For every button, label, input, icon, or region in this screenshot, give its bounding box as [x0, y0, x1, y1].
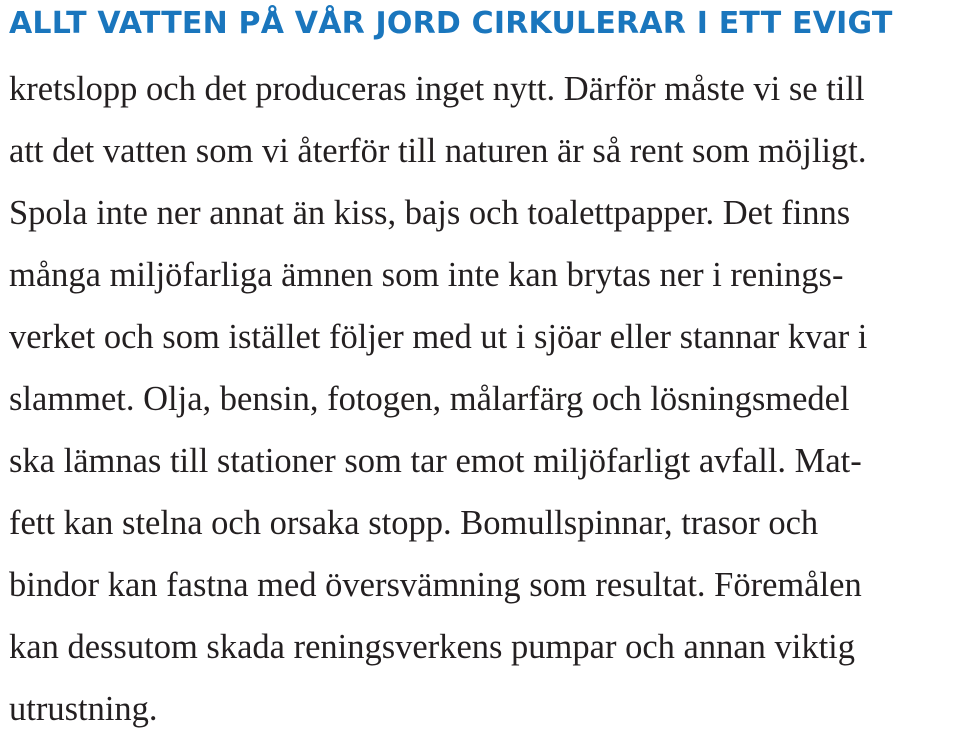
body-text-line: verket och som istället följer med ut i sjöar eller stannar kvar i — [9, 318, 868, 356]
body-text-line: fett kan stelna och orsaka stopp. Bomullspinnar, trasor och — [9, 504, 819, 542]
body-text-line: utrustning. — [9, 690, 158, 728]
body-text-line: många miljöfarliga ämnen som inte kan brytas ner i renings- — [9, 256, 844, 294]
body-text-line: ska lämnas till stationer som tar emot miljöfarligt avfall. Mat- — [9, 442, 862, 480]
body-text-line: bindor kan fastna med översvämning som resultat. Föremålen — [9, 566, 862, 604]
body-text-line: kan dessutom skada reningsverkens pumpar och annan viktig — [9, 628, 856, 666]
body-text-line: slammet. Olja, bensin, fotogen, målarfärg och lösningsmedel — [9, 380, 850, 418]
body-text-line: Spola inte ner annat än kiss, bajs och toalettpapper. Det finns — [9, 194, 851, 232]
body-text-line: att det vatten som vi återför till naturen är så rent som möjligt. — [9, 132, 867, 170]
section-heading: ALLT VATTEN PÅ VÅR JORD CIRKULERAR I ETT EVIGT — [9, 6, 893, 41]
body-text-line: kretslopp och det produceras inget nytt. Därför måste vi se till — [9, 70, 865, 108]
